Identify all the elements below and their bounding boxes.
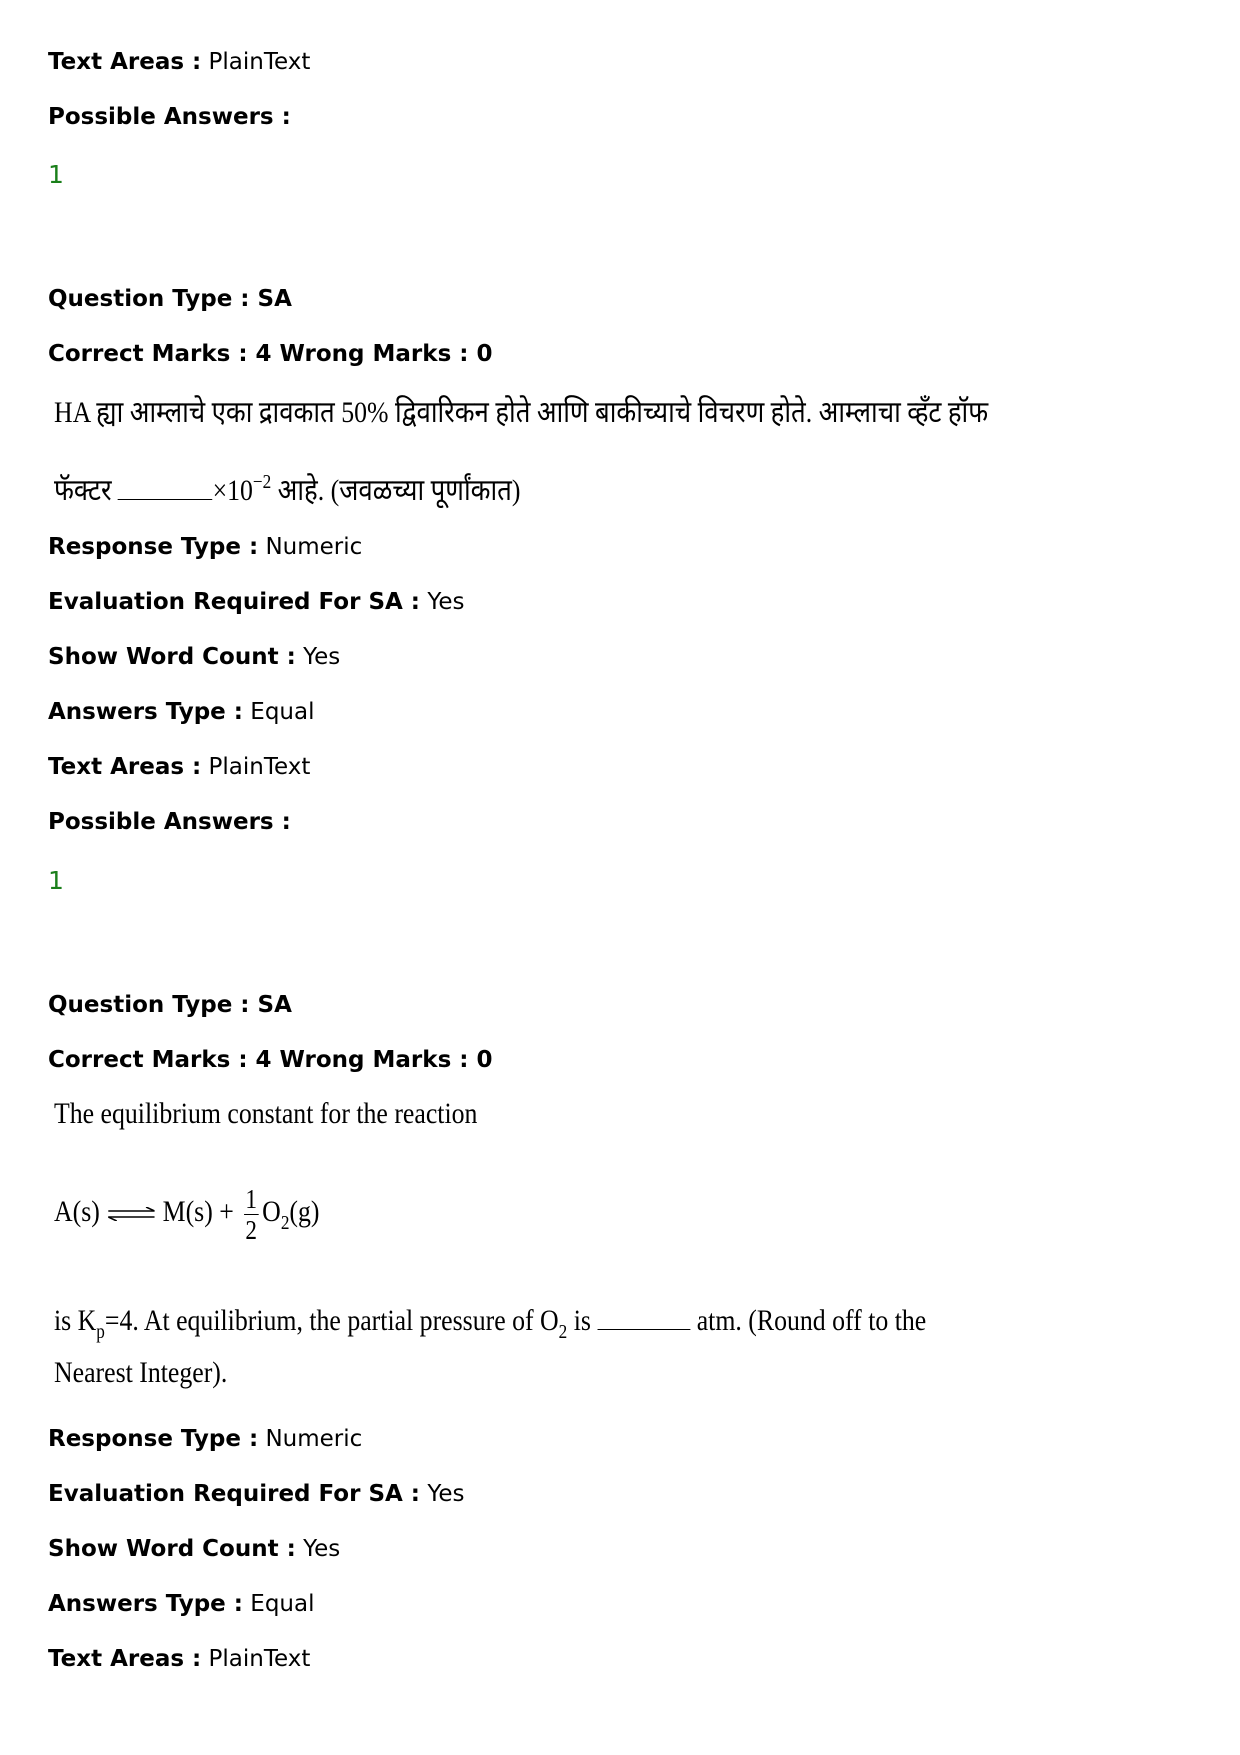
word-count-row: [48, 642, 340, 672]
answer-blank: [118, 475, 213, 500]
subscript: 2: [280, 1212, 290, 1234]
question-text-line: The equilibrium constant for the reaction: [54, 1097, 478, 1130]
text-areas-value: PlainText: [208, 49, 311, 75]
response-type-value: Numeric: [265, 534, 363, 560]
text-areas-value: PlainText: [208, 1646, 311, 1672]
question-text-fragment: आहे. (जवळच्या पूर्णांकात): [277, 474, 521, 507]
answers-type-label: Answers Type :: [48, 699, 243, 725]
marks-label: Correct Marks : 4 Wrong Marks : 0: [48, 1047, 493, 1073]
question-text-fragment: atm. (Round off to the: [696, 1304, 927, 1337]
question-type-label: Question Type : SA: [48, 286, 292, 312]
answers-type-label: Answers Type :: [48, 1591, 243, 1617]
evaluation-row: [48, 587, 464, 617]
question-type-label: Question Type : SA: [48, 992, 292, 1018]
question-text-fragment: =4. At equilibrium, the partial pressure of O: [104, 1304, 559, 1337]
text-areas-row: [48, 47, 310, 77]
text-areas-row: [48, 752, 310, 782]
question-text-line: HA ह्या आम्लाचे एका द्रावकात 50% द्विवारिकन होते आणि बाकीच्याचे विचरण होते. आम्लाचा व्हँट हॉफ: [54, 396, 989, 429]
possible-answers-label: Possible Answers :: [48, 809, 291, 835]
reactant: A(s): [54, 1195, 100, 1228]
word-count-value: Yes: [303, 644, 341, 670]
response-type-label: Response Type :: [48, 1426, 259, 1452]
response-type-value: Numeric: [265, 1426, 363, 1452]
evaluation-label: Evaluation Required For SA :: [48, 589, 421, 615]
product: M(s) +: [162, 1195, 234, 1228]
marks-label: Correct Marks : 4 Wrong Marks : 0: [48, 341, 493, 367]
question-text-line: [54, 1302, 926, 1351]
response-type-row: [48, 532, 362, 562]
possible-answers-row: [48, 807, 291, 837]
response-type-row: [48, 1424, 362, 1454]
subscript: p: [96, 1321, 105, 1343]
possible-answer-value: 1: [48, 866, 64, 895]
question-type-row: [48, 990, 292, 1020]
evaluation-value: Yes: [427, 1481, 465, 1507]
possible-answer-value: 1: [48, 160, 64, 189]
word-count-label: Show Word Count :: [48, 1536, 296, 1562]
exponent: −2: [252, 471, 272, 493]
equilibrium-arrow-icon: [108, 1207, 154, 1221]
response-type-label: Response Type :: [48, 534, 259, 560]
state: (g): [289, 1195, 320, 1228]
question-text-fragment: फॅक्टर: [54, 474, 112, 507]
question-text-line: [54, 463, 520, 510]
question-text-fragment: is: [573, 1304, 591, 1337]
subscript: 2: [558, 1321, 568, 1343]
evaluation-label: Evaluation Required For SA :: [48, 1481, 421, 1507]
question-text-fragment: is K: [54, 1304, 97, 1337]
answers-type-value: Equal: [250, 699, 315, 725]
word-count-label: Show Word Count :: [48, 644, 296, 670]
fraction-denominator: 2: [245, 1214, 258, 1245]
text-areas-value: PlainText: [208, 754, 311, 780]
question-text-line: Nearest Integer).: [54, 1356, 228, 1389]
fraction-numerator: 1: [245, 1183, 258, 1214]
text-areas-label: Text Areas :: [48, 49, 202, 75]
question-type-row: [48, 284, 292, 314]
oxygen: O: [262, 1195, 281, 1228]
marks-row: [48, 1045, 492, 1075]
evaluation-value: Yes: [427, 589, 465, 615]
answers-type-value: Equal: [250, 1591, 315, 1617]
possible-answers-row: [48, 102, 291, 132]
text-areas-row: [48, 1644, 310, 1674]
answers-type-row: [48, 697, 315, 727]
text-areas-label: Text Areas :: [48, 754, 202, 780]
question-text-fragment: ×10: [212, 474, 253, 507]
fraction: [244, 1184, 259, 1245]
evaluation-row: [48, 1479, 464, 1509]
answer-blank: [597, 1305, 690, 1330]
text-areas-label: Text Areas :: [48, 1646, 202, 1672]
possible-answers-label: Possible Answers :: [48, 104, 291, 130]
word-count-value: Yes: [303, 1536, 341, 1562]
marks-row: [48, 339, 492, 369]
answers-type-row: [48, 1589, 315, 1619]
reaction-equation: [54, 1172, 320, 1263]
word-count-row: [48, 1534, 340, 1564]
